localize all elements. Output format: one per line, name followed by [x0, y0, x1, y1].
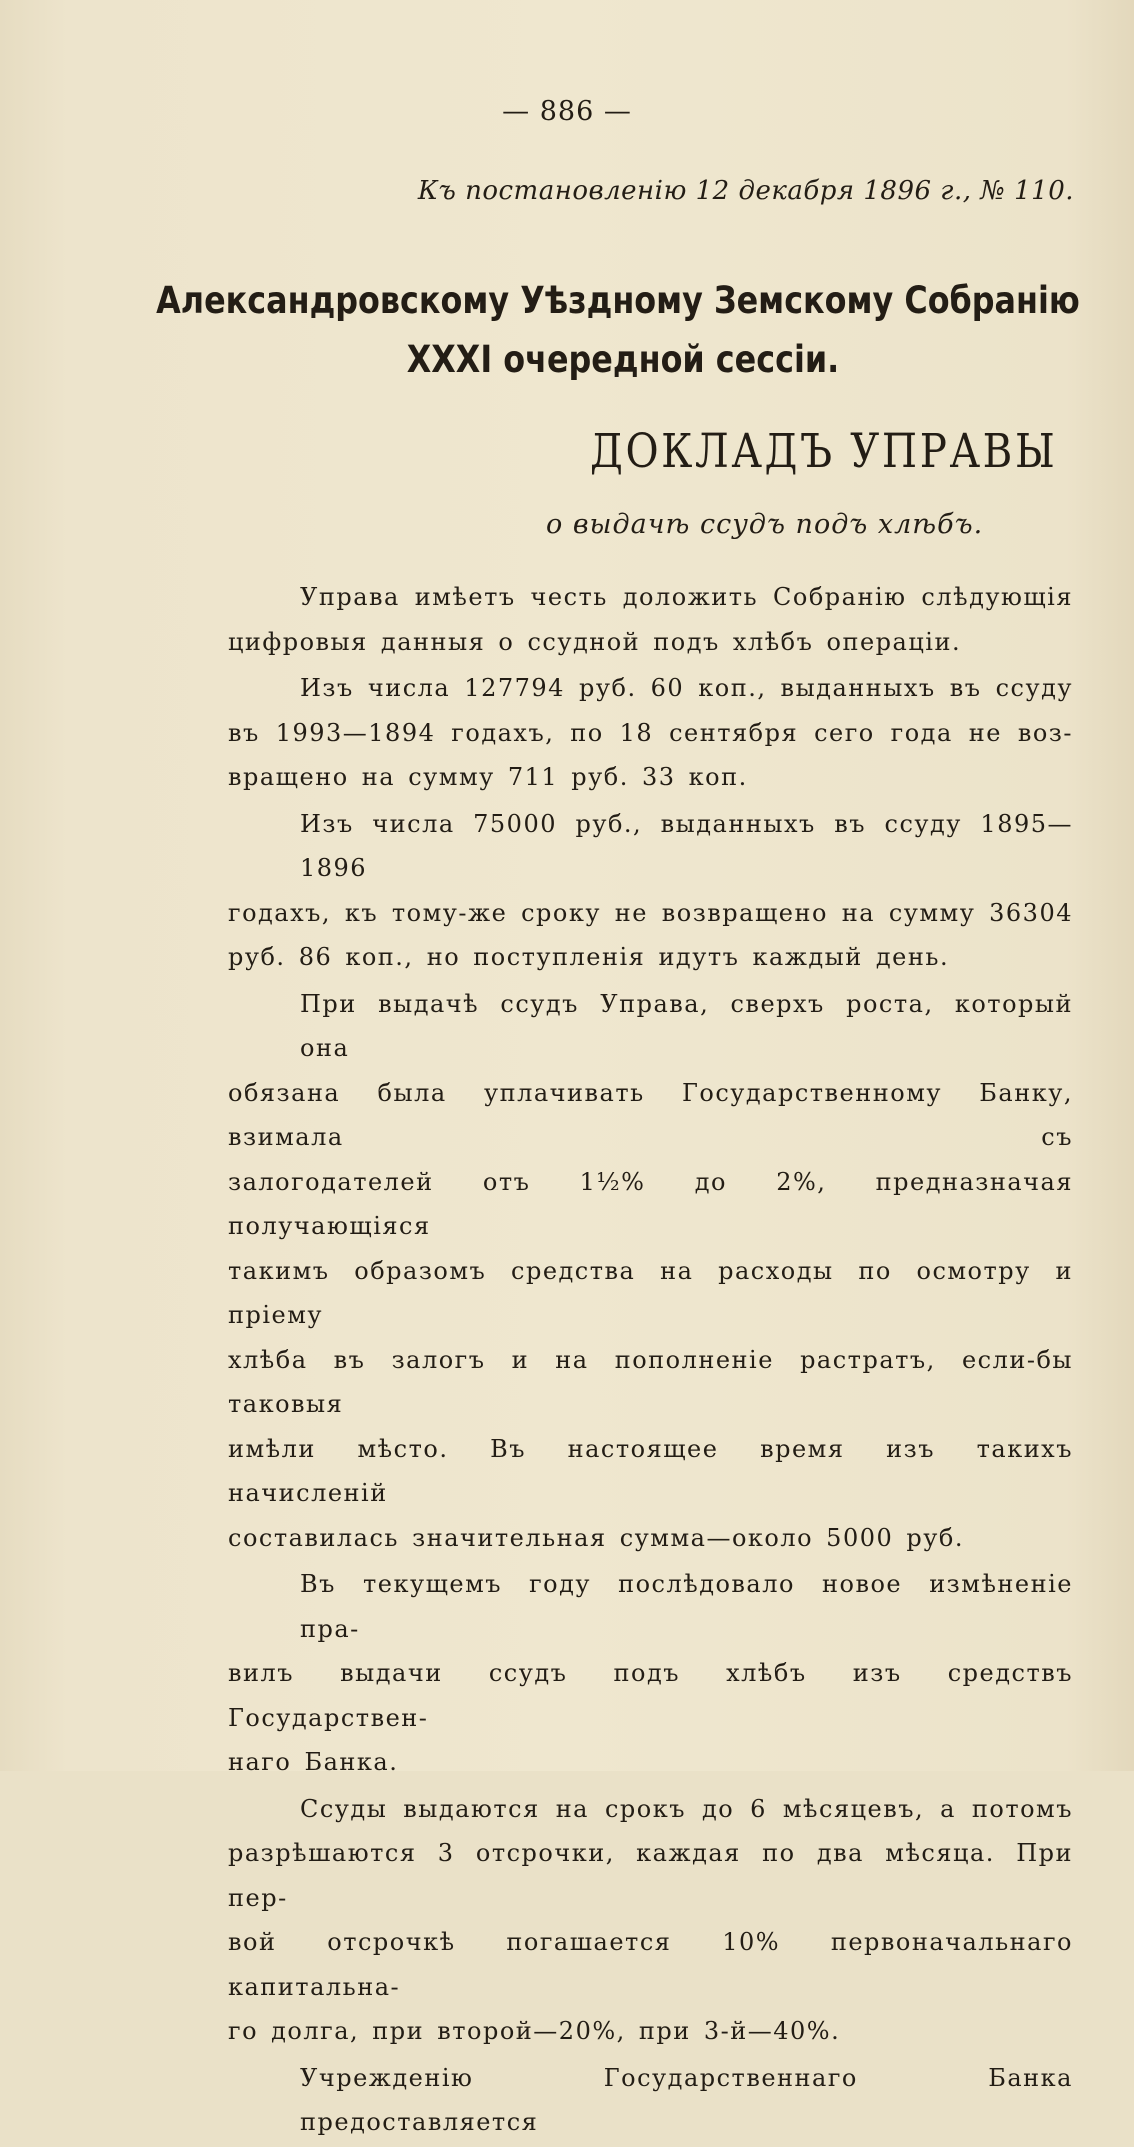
- text-line: составилась значительная сумма—около 5000 руб.: [228, 1523, 964, 1552]
- report-title: ДОКЛАДЪ УПРАВЫ: [590, 424, 1058, 479]
- text-line: цифровыя данныя о ссудной подъ хлѣбъ операціи.: [228, 627, 962, 656]
- text-line: Въ текущемъ году послѣдовало новое измѣненіе пра-: [300, 1570, 1073, 1643]
- text-line: При выдачѣ ссудъ Управа, сверхъ роста, который она: [300, 989, 1073, 1062]
- paragraph: [228, 666, 1073, 800]
- text-line: залогодателей отъ 1½% до 2%, предназначая получающіяся: [228, 1167, 1073, 1240]
- text-line: Изъ числа 75000 руб., выданныхъ въ ссуду 1895—1896: [300, 809, 1073, 882]
- paragraph: [228, 982, 1073, 1561]
- page-number: — 886 —: [502, 96, 632, 127]
- text-line: годахъ, къ тому-же сроку не возвращено на сумму 36304: [228, 898, 1073, 927]
- text-line: Управа имѣетъ честь доложить Собранію слѣдующія: [300, 583, 1073, 611]
- text-line: хлѣба въ залогъ и на пополненіе растратъ, если-бы таковыя: [228, 1345, 1073, 1418]
- text-line: Ссуды выдаются на срокъ до 6 мѣсяцевъ, а потомъ: [300, 1794, 1073, 1823]
- text-line: Учрежденію Государственнаго Банка предоставляется: [300, 2063, 1073, 2136]
- text-line: Изъ числа 127794 руб. 60 коп., выданныхъ въ ссуду: [300, 674, 1073, 702]
- text-line: обязана была уплачивать Государственному Банку, взимала съ: [228, 1078, 1073, 1151]
- paragraph: [228, 1787, 1073, 2054]
- assembly-heading-line-1: Александровскому Уѣздному Земскому Собранію: [156, 279, 1080, 322]
- text-line: имѣли мѣсто. Въ настоящее время изъ такихъ начисленій: [228, 1434, 1073, 1507]
- text-line: руб. 86 коп., но поступленія идутъ каждый день.: [228, 943, 950, 971]
- resolution-reference: Къ постановленію 12 декабря 1896 г., № 110.: [417, 176, 1074, 206]
- text-line: вилъ выдачи ссудъ подъ хлѣбъ изъ средствъ Государствен-: [228, 1659, 1073, 1732]
- paragraph: [228, 802, 1073, 980]
- report-subtitle: о выдачѣ ссудъ подъ хлѣбъ.: [546, 509, 984, 540]
- text-line: въ 1993—1894 годахъ, по 18 сентября сего года не воз-: [228, 718, 1073, 747]
- paragraph: [228, 575, 1073, 664]
- assembly-heading-line-2: XXXI очередной сессіи.: [406, 338, 840, 381]
- text-line: наго Банка.: [228, 1748, 399, 1776]
- text-line: разрѣшаются 3 отсрочки, каждая по два мѣсяца. При пер-: [228, 1839, 1073, 1912]
- text-line: вой отсрочкѣ погашается 10% первоначальнаго капитальна-: [228, 1928, 1073, 2001]
- report-body: [228, 575, 1073, 2147]
- text-line: вращено на сумму 711 руб. 33 коп.: [228, 763, 748, 791]
- paragraph: [228, 2056, 1073, 2145]
- paragraph: [228, 1562, 1073, 1785]
- text-line: го долга, при второй—20%, при 3-й—40%.: [228, 2017, 841, 2045]
- text-line: такимъ образомъ средства на расходы по осмотру и пріему: [228, 1256, 1073, 1329]
